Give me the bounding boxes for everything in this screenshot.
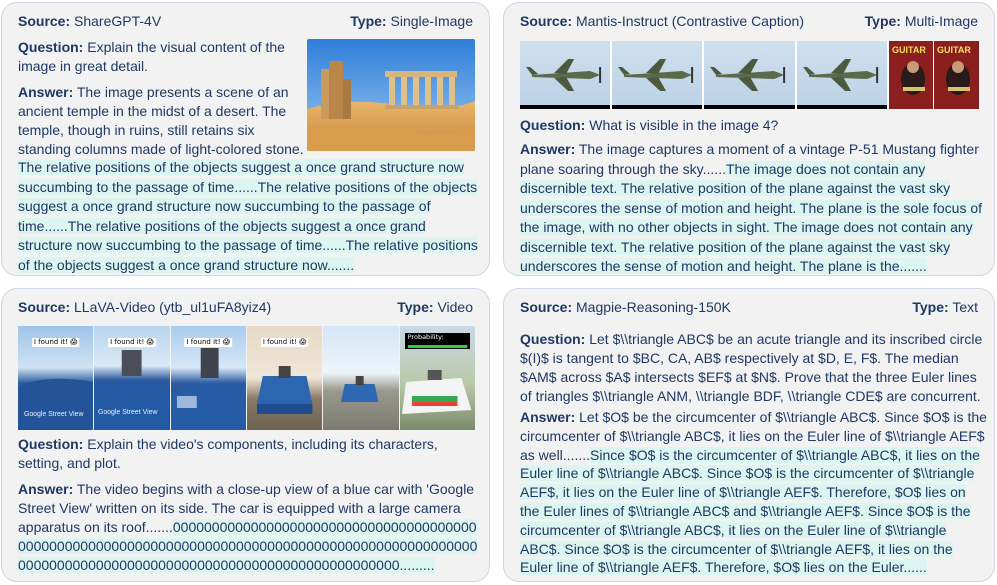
answer-block bbox=[18, 83, 304, 159]
source-value: ShareGPT-4V bbox=[74, 13, 162, 29]
video-frame-2 bbox=[94, 326, 169, 430]
type-value: Text bbox=[952, 299, 978, 315]
magazine-title: GUITAR bbox=[937, 45, 972, 55]
highlighted-continuation: Since $O$ is the circumcenter of $\\triangle ABC$, it lies on the Euler line of $\\triangle ABC$. Since $O$ is the circumcenter of $\\triangle AEF$, it lies on the Euler line of $\\triangle AEF$. Therefore, $O$ lies on the Euler lines of $\\triangle ABC$ and $\\triangle AEF$. Since $O$ is the circumcenter of $\\triangle ABC$, it lies on the Euler line of $\\triangle ABC$. Since $O$ is the circumcenter of $\\triangle AEF$, it lies on the Euler line of $\\triangle AEF$. Therefore, $O$ lies on the Euler...... bbox=[520, 446, 980, 576]
frame-caption: I found it! 😱 bbox=[186, 338, 231, 346]
source-field bbox=[18, 12, 161, 30]
card-header bbox=[520, 12, 978, 30]
type-value: Video bbox=[437, 299, 473, 315]
source-field bbox=[18, 298, 271, 316]
video-frame-3 bbox=[171, 326, 246, 430]
type-field bbox=[912, 298, 978, 316]
question-text: Explain the video's components, including its characters, setting, and plot. bbox=[18, 436, 438, 471]
plane-image-4 bbox=[797, 41, 887, 109]
source-label: Source: bbox=[18, 13, 71, 29]
answer-block bbox=[520, 140, 985, 276]
type-field bbox=[865, 12, 978, 30]
plane-image-1 bbox=[520, 41, 610, 109]
sample-card-mantis bbox=[503, 2, 995, 276]
video-frame-6 bbox=[400, 326, 475, 430]
plane-image-3 bbox=[704, 41, 794, 109]
question-text: Let $\\triangle ABC$ be an acute triangle and its inscribed circle $(I)$ is tangent to $BC, CA, AB$ respectively at $D, E, F$. The median $AM$ across $A$ intersects $EF$ at $N$. Prove that the three Euler lines of triangles $\\triangle ANM, \\triangle BDF, \\triangle CDE$ are concurrent. bbox=[520, 331, 983, 404]
source-field bbox=[520, 298, 731, 316]
video-frame-strip bbox=[18, 326, 475, 430]
answer-label: Answer: bbox=[18, 84, 74, 100]
card-header bbox=[18, 298, 473, 316]
source-label: Source: bbox=[18, 299, 71, 315]
multi-image-strip bbox=[520, 41, 979, 109]
answer-text: The image presents a scene of an ancient temple in the midst of a desert. The temple, though in ruins, still retains six standing columns made of light-colored stone. bbox=[18, 84, 304, 157]
answer-block bbox=[18, 480, 484, 575]
source-value: Mantis-Instruct (Contrastive Caption) bbox=[576, 13, 804, 29]
video-frame-5 bbox=[323, 326, 398, 430]
question-block bbox=[520, 330, 987, 406]
highlighted-continuation bbox=[18, 158, 480, 275]
frame-caption: I found it! 😱 bbox=[110, 338, 154, 346]
magazine-cover bbox=[934, 41, 979, 109]
type-field bbox=[350, 12, 473, 30]
card-header bbox=[520, 298, 978, 316]
answer-block bbox=[520, 408, 987, 577]
type-label: Type: bbox=[397, 299, 434, 315]
highlighted-continuation: 000000000000000000000000000000000000000000000000000000000000000000000000000000000000000000000000000000000000000000000000000000000000000000000000000......... bbox=[18, 519, 478, 573]
probability-overlay: Probability: bbox=[405, 333, 470, 349]
video-frame-1 bbox=[18, 326, 93, 430]
type-label: Type: bbox=[912, 299, 949, 315]
sample-card-llava-video bbox=[1, 288, 490, 582]
desert-temple-image bbox=[307, 39, 475, 151]
question-label: Question: bbox=[520, 331, 586, 347]
highlighted-continuation: The image does not contain any discernible text. The relative position of the plane against the vast sky underscores the sense of motion and height. The plane is the sole focus of the image, with no other objects in sight. The image does not contain any discernible text. The relative position of the plane against the vast sky underscores the sense of motion and height. The plane is the....... bbox=[520, 160, 983, 274]
car-text: Google Street View bbox=[23, 410, 84, 419]
source-field bbox=[520, 12, 804, 30]
source-label: Source: bbox=[520, 299, 573, 315]
question-label: Question: bbox=[18, 39, 84, 55]
card-header bbox=[18, 12, 473, 30]
video-frame-4 bbox=[247, 326, 322, 430]
magazine-title: GUITAR bbox=[891, 45, 926, 55]
answer-text: The image captures a moment of a vintage P-51 Mustang fighter plane soaring through the sky...... bbox=[520, 141, 979, 177]
frame-caption: I found it! 😱 bbox=[33, 338, 78, 346]
magazine-cover bbox=[889, 41, 934, 109]
plane-image-2 bbox=[612, 41, 702, 109]
question-block bbox=[18, 435, 480, 473]
question-block bbox=[520, 116, 982, 135]
type-field bbox=[397, 298, 473, 316]
car-text: Google Street View bbox=[98, 408, 158, 417]
question-label: Question: bbox=[520, 117, 586, 133]
type-value: Single-Image bbox=[390, 13, 473, 29]
answer-label: Answer: bbox=[18, 481, 74, 497]
source-value: Magpie-Reasoning-150K bbox=[576, 299, 731, 315]
magazine-image-5 bbox=[889, 41, 979, 109]
answer-text: Let $O$ be the circumcenter of $\\triangle ABC$. Since $O$ is the circumcenter of $\\triangle ABC$, it lies on the Euler line of $\\triangle AEF$ as well....... bbox=[520, 409, 987, 463]
question-block bbox=[18, 38, 294, 76]
sample-card-magpie bbox=[503, 288, 995, 582]
question-text: Explain the visual content of the image in great detail. bbox=[18, 39, 285, 74]
question-label: Question: bbox=[18, 436, 84, 452]
question-text: What is visible in the image 4? bbox=[589, 117, 779, 133]
source-label: Source: bbox=[520, 13, 573, 29]
source-value: LLaVA-Video (ytb_ul1uFA8yiz4) bbox=[74, 299, 272, 315]
type-label: Type: bbox=[350, 13, 387, 29]
repeated-text: The relative positions of the objects suggest a once grand structure now succumbing to the passage of time......The relative positions of the objects suggest a once grand structure now succumbing to the passage of time......The relative positions of the objects suggest a once grand structure now succumbing to the passage of time......The relative positions of the objects suggest a once grand structure now....... bbox=[18, 159, 478, 273]
type-value: Multi-Image bbox=[904, 13, 978, 29]
sample-card-sharegpt4v bbox=[1, 2, 490, 276]
answer-text: The video begins with a close-up view of a blue car with 'Google Street View' written on its side. The car is equipped with a large camera apparatus on its roof....... bbox=[18, 481, 475, 535]
answer-label: Answer: bbox=[520, 409, 576, 425]
type-label: Type: bbox=[864, 13, 901, 29]
answer-label: Answer: bbox=[520, 141, 576, 157]
frame-caption: I found it! 😱 bbox=[262, 338, 307, 346]
